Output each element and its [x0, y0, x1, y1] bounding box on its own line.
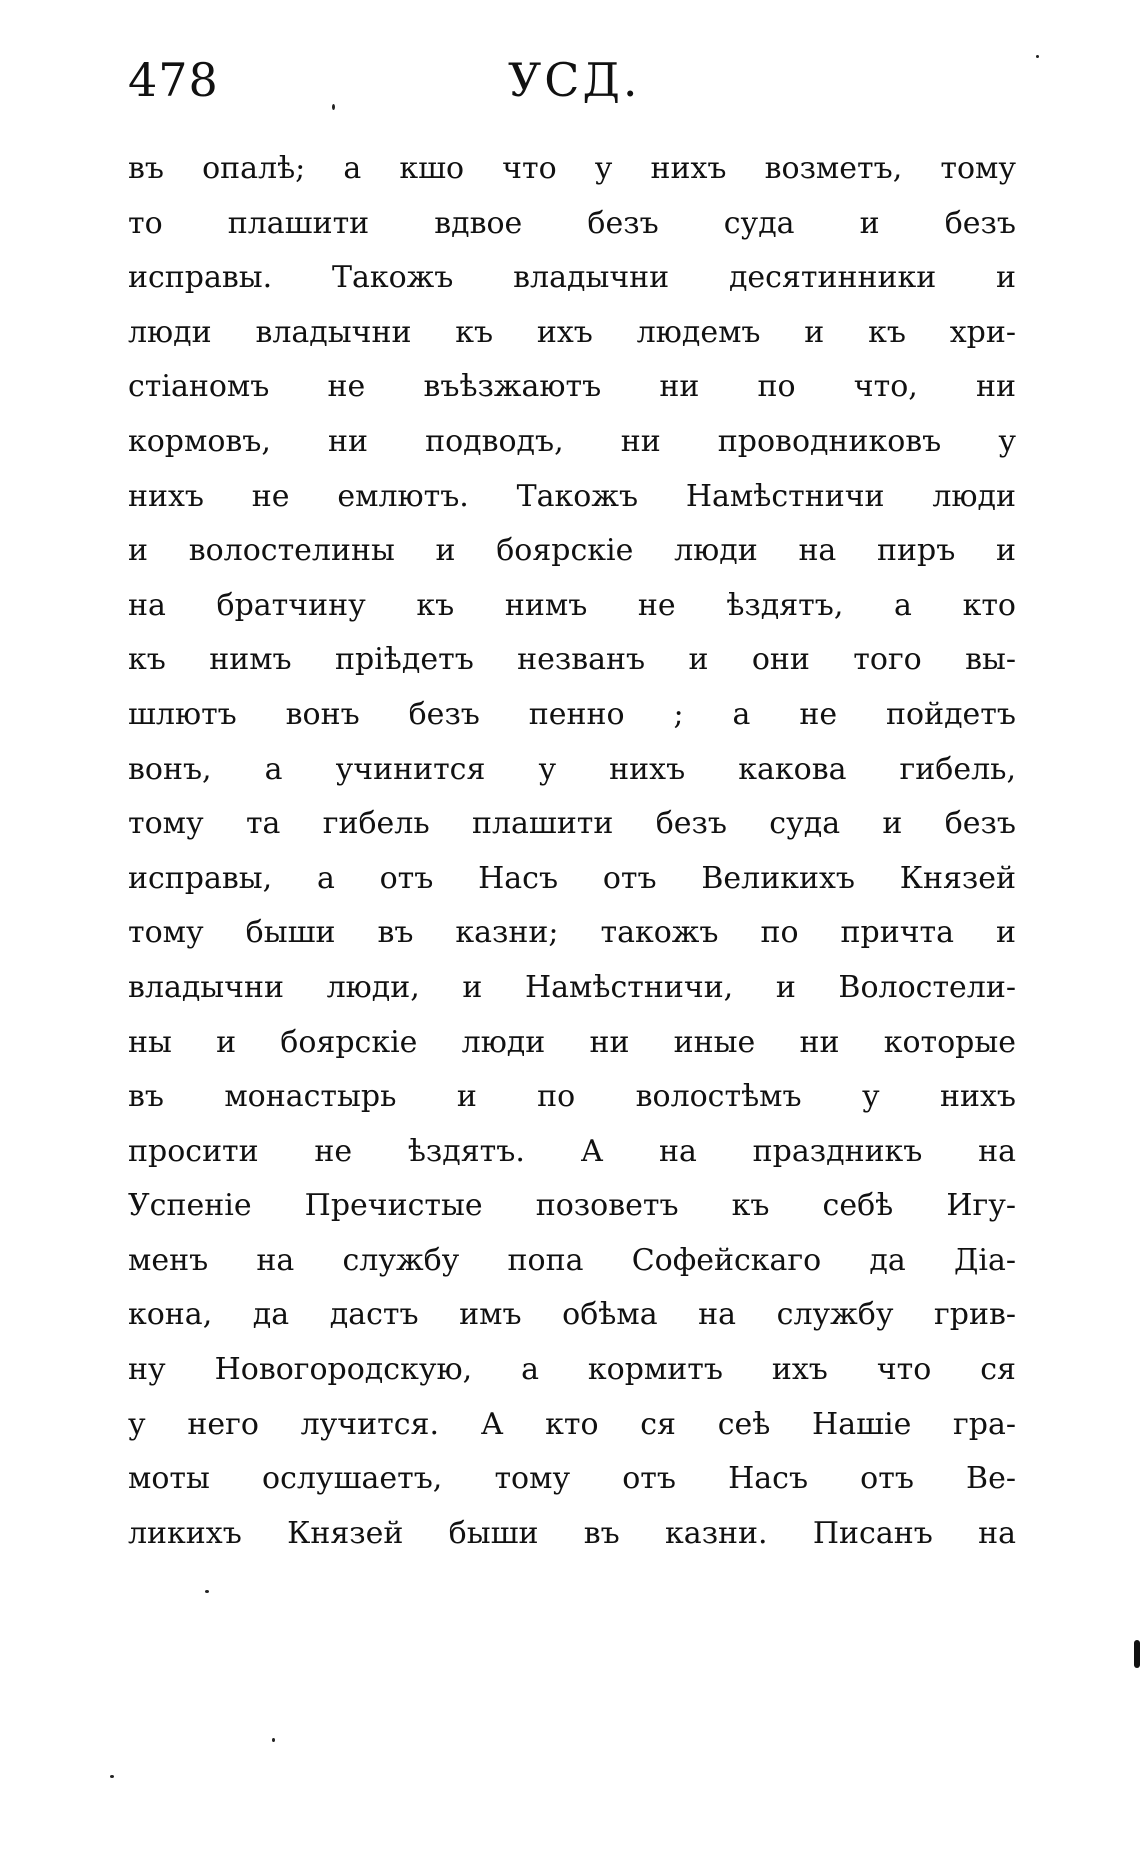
text-line: въ опалѣ; а кшо что у нихъ возметъ, тому — [128, 151, 1016, 186]
scan-speck — [332, 104, 335, 110]
text-line: Успеніе Пречистые позоветъ къ себѣ Игу- — [128, 1188, 1016, 1224]
text-line: тому та гибель плашити безъ суда и безъ — [128, 806, 1016, 842]
page-header — [128, 50, 1008, 120]
text-line: люди владычни къ ихъ людемъ и къ хри- — [128, 314, 1016, 350]
text-line: тому быши въ казни; такожъ по причта и — [128, 915, 1016, 951]
text-line: кормовъ, ни подводъ, ни проводниковъ у — [128, 423, 1016, 459]
text-line: просити не ѣздятъ. А на праздникъ на — [128, 1133, 1016, 1169]
text-line: менъ на службу попа Софейскаго да Діа- — [128, 1242, 1016, 1278]
text-line: стіаномъ не въѣзжаютъ ни по что, ни — [128, 369, 1016, 405]
text-line: ну Новогородскую, а кормитъ ихъ что ся — [128, 1352, 1016, 1388]
text-line: то плашити вдвое безъ суда и безъ — [128, 205, 1016, 241]
text-line: моты ослушаетъ, тому отъ Насъ отъ Ве- — [128, 1461, 1016, 1497]
text-line: въ монастырь и по волостѣмъ у нихъ — [128, 1079, 1016, 1115]
text-line: исправы, а отъ Насъ отъ Великихъ Князей — [128, 860, 1016, 896]
text-line: и волостелины и боярскіе люди на пиръ и — [128, 533, 1016, 569]
text-line: вонъ, а учинится у нихъ какова гибель, — [128, 751, 1016, 787]
scan-speck — [205, 1590, 209, 1593]
text-line: нихъ не емлютъ. Такожъ Намѣстничи люди — [128, 478, 1016, 514]
scan-speck — [1036, 55, 1039, 58]
body-text — [128, 142, 1016, 1561]
running-head: УСД. — [508, 53, 641, 107]
scan-speck — [272, 1738, 275, 1742]
text-line: къ нимъ пріѣдетъ незванъ и они того вы- — [128, 642, 1016, 678]
scan-edge-mark — [1134, 1640, 1140, 1668]
text-line: на братчину къ нимъ не ѣздятъ, а кто — [128, 587, 1016, 623]
text-line: у него лучится. А кто ся сеѣ Нашіе гра- — [128, 1406, 1016, 1442]
text-line: исправы. Такожъ владычни десятинники и — [128, 260, 1016, 296]
page-number: 478 — [128, 53, 219, 107]
text-line: ликихъ Князей быши въ казни. Писанъ на — [128, 1515, 1016, 1551]
text-line: владычни люди, и Намѣстничи, и Волостели- — [128, 969, 1016, 1005]
text-line: ны и боярскіе люди ни иные ни которые — [128, 1024, 1016, 1060]
text-line: шлютъ вонъ безъ пенно ; а не пойдетъ — [128, 696, 1016, 732]
scan-speck — [110, 1775, 114, 1778]
text-line: кона, да дастъ имъ обѣма на службу грив- — [128, 1297, 1016, 1333]
